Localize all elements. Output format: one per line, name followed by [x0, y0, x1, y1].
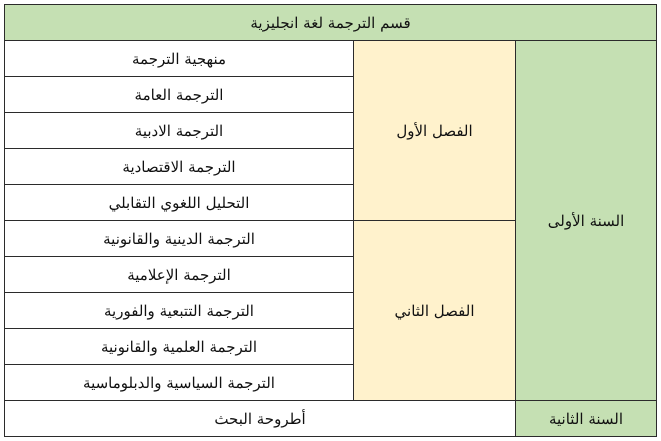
course-cell: الترجمة الدينية والقانونية [5, 221, 354, 257]
course-cell: التحليل اللغوي التقابلي [5, 185, 354, 221]
table-row [5, 41, 657, 77]
thesis-cell: أطروحة البحث [5, 401, 516, 437]
course-cell: الترجمة الاقتصادية [5, 149, 354, 185]
curriculum-table [4, 4, 657, 437]
course-cell: منهجية الترجمة [5, 41, 354, 77]
year-first-cell: السنة الأولى [516, 41, 657, 401]
semester-second-cell: الفصل الثاني [354, 221, 516, 401]
curriculum-table-wrapper [4, 4, 657, 437]
course-cell: الترجمة التتبعية والفورية [5, 293, 354, 329]
course-cell: الترجمة السياسية والدبلوماسية [5, 365, 354, 401]
semester-first-cell: الفصل الأول [354, 41, 516, 221]
course-cell: الترجمة العلمية والقانونية [5, 329, 354, 365]
course-cell: الترجمة العامة [5, 77, 354, 113]
year-second-cell: السنة الثانية [516, 401, 657, 437]
course-cell: الترجمة الادبية [5, 113, 354, 149]
table-title: قسم الترجمة لغة انجليزية [5, 5, 657, 41]
table-row [5, 401, 657, 437]
title-row [5, 5, 657, 41]
course-cell: الترجمة الإعلامية [5, 257, 354, 293]
